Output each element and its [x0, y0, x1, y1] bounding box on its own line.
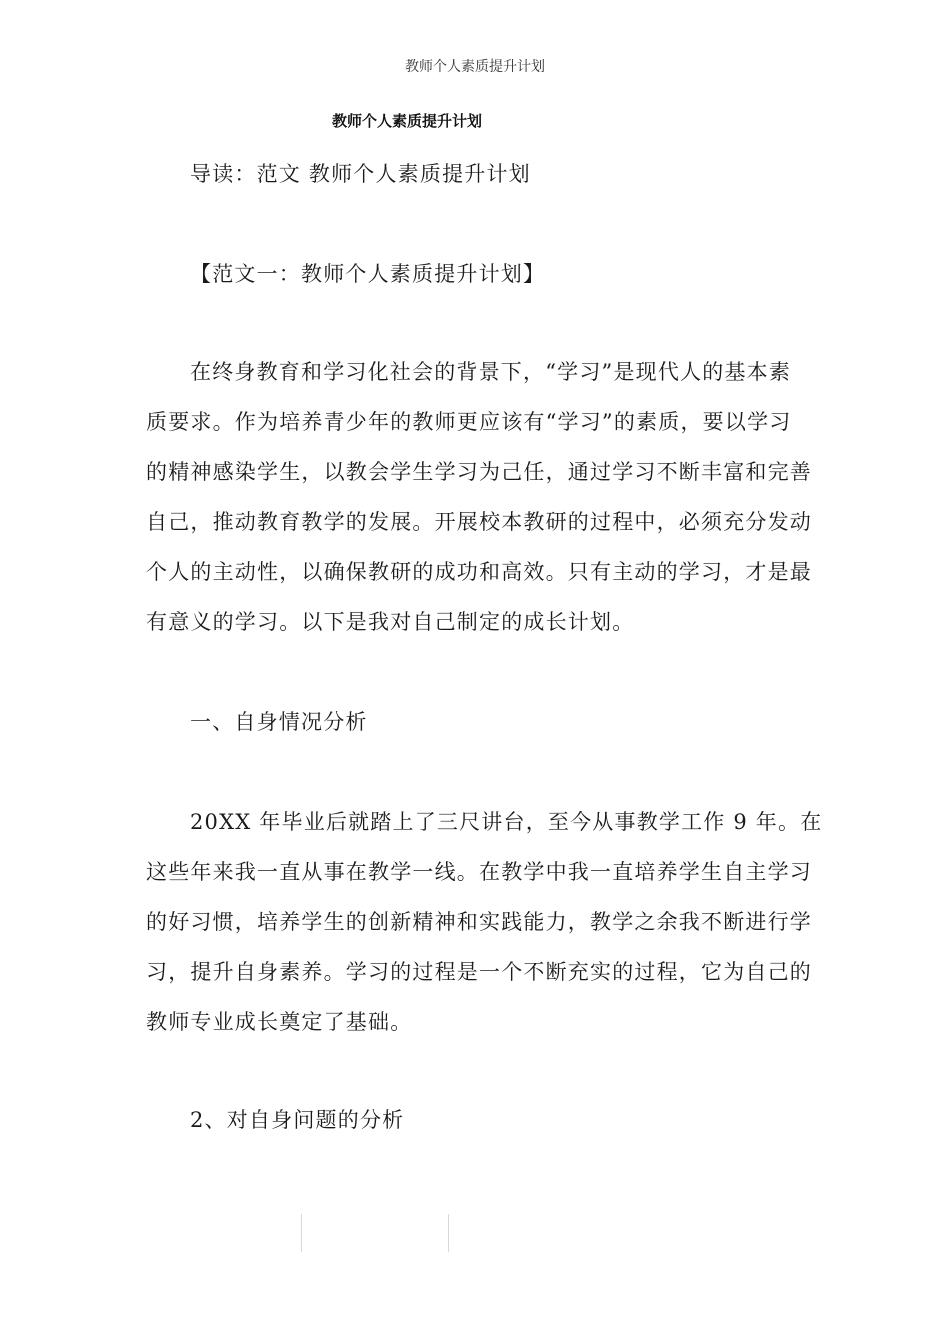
running-header: 教师个人素质提升计划	[405, 59, 545, 75]
document-title: 教师个人素质提升计划	[332, 112, 483, 130]
paragraph-line: 的精神感染学生，以教会学生学习为己任，通过学习不断丰富和完善	[146, 460, 812, 484]
section-heading-1: 一、自身情况分析	[190, 710, 368, 734]
paragraph-line: 这些年来我一直从事在教学一线。在教学中我一直培养学生自主学习	[146, 860, 812, 884]
section-label: 【范文一：教师个人素质提升计划】	[190, 262, 546, 286]
paragraph-line: 习，提升自身素养。学习的过程是一个不断充实的过程，它为自己的	[146, 960, 812, 984]
paragraph-line: 20XX 年毕业后就踏上了三尺讲台，至今从事教学工作 9 年。在	[190, 810, 823, 834]
footer-divider	[301, 1214, 449, 1252]
paragraph-line: 在终身教育和学习化社会的背景下，“学习”是现代人的基本素	[190, 360, 792, 384]
paragraph-line: 质要求。作为培养青少年的教师更应该有“学习”的素质，要以学习	[146, 410, 792, 434]
paragraph-line: 个人的主动性，以确保教研的成功和高效。只有主动的学习，才是最	[146, 560, 812, 584]
paragraph-line: 教师专业成长奠定了基础。	[146, 1010, 413, 1034]
paragraph-line: 有意义的学习。以下是我对自己制定的成长计划。	[146, 610, 635, 634]
paragraph-line: 的好习惯，培养学生的创新精神和实践能力，教学之余我不断进行学	[146, 910, 812, 934]
section-heading-2: 2、对自身问题的分析	[190, 1108, 405, 1132]
paragraph-line: 自己，推动教育教学的发展。开展校本教研的过程中，必须充分发动	[146, 510, 812, 534]
intro-line: 导读：范文 教师个人素质提升计划	[190, 162, 531, 186]
